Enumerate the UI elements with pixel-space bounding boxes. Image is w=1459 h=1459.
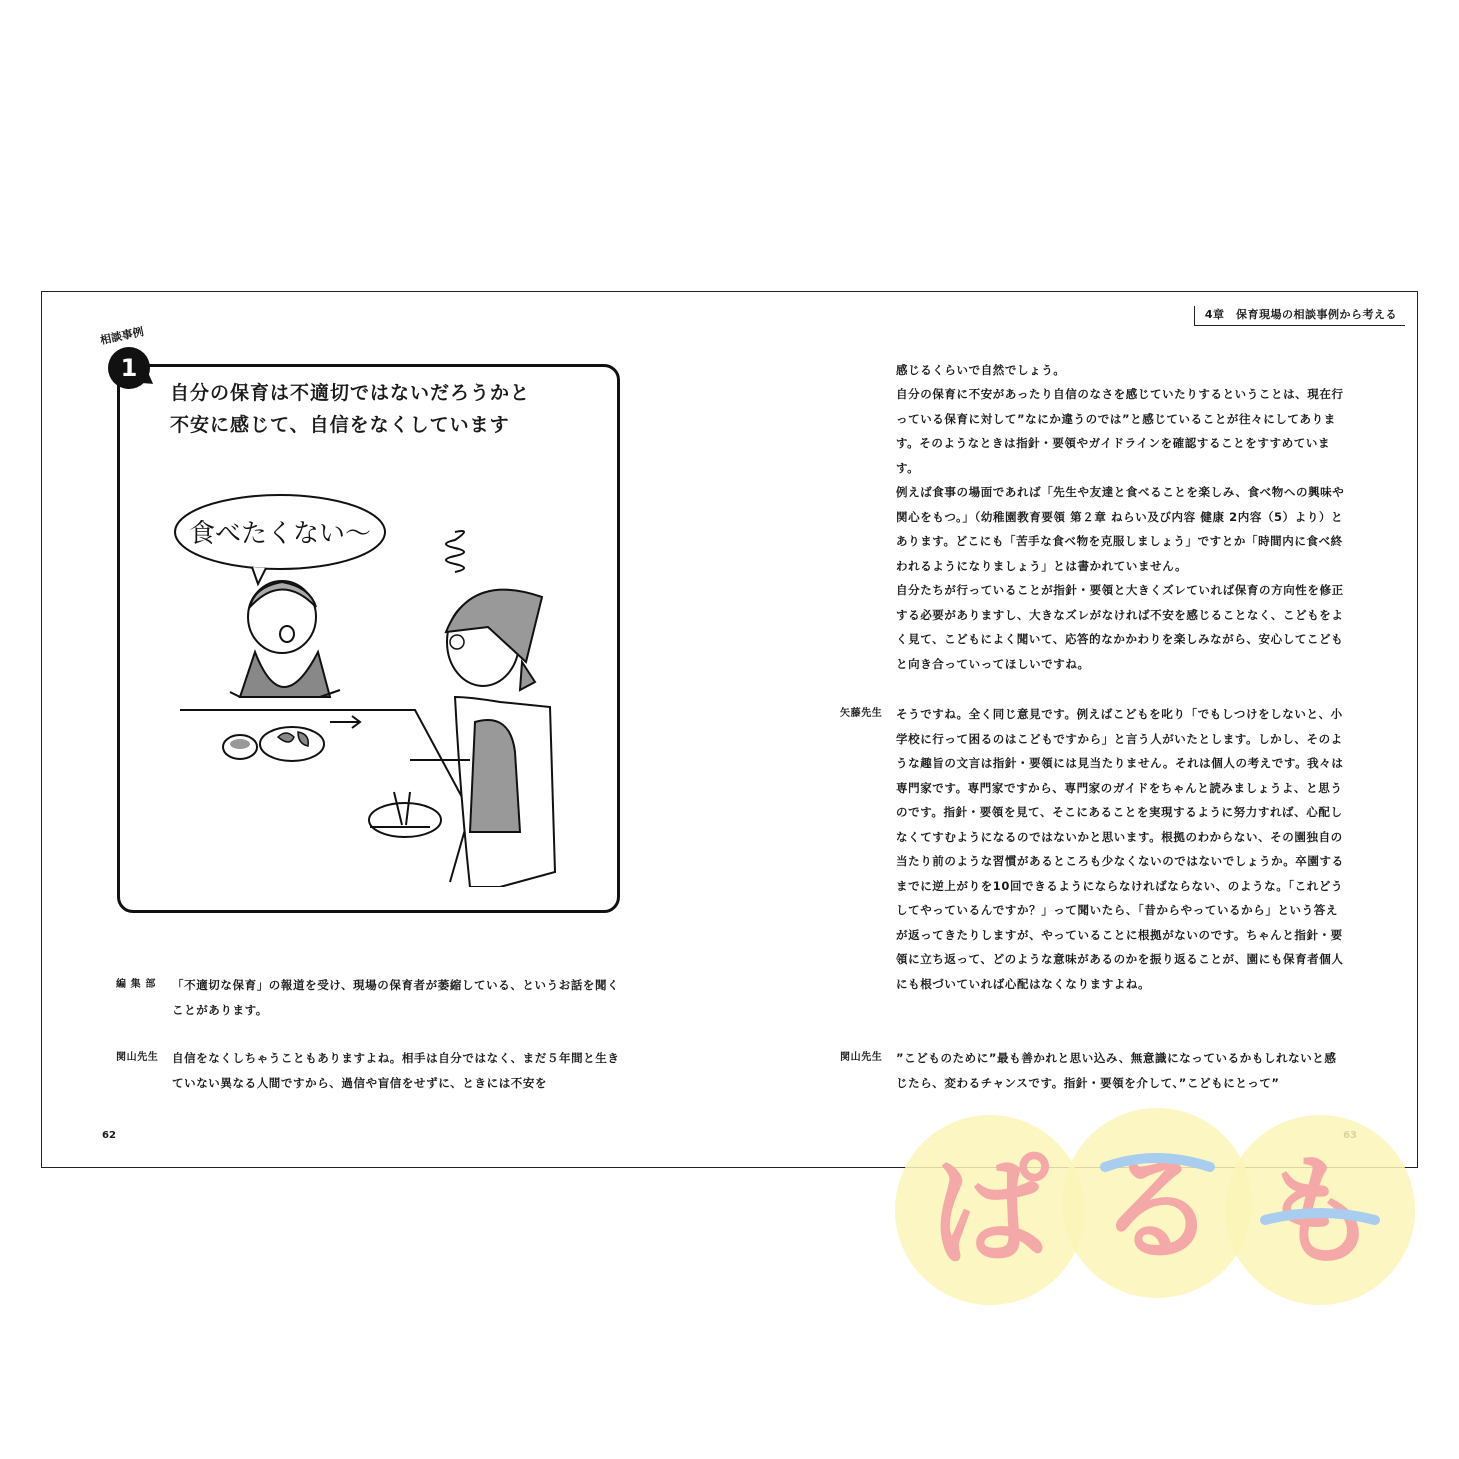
speaker-label: 関山先生 (840, 1052, 883, 1063)
case-illustration (170, 492, 590, 887)
case-title-line1: 自分の保育は不適切ではないだろうかと (170, 382, 531, 404)
dialogue-text: 自分たちが行っていることが指針・要領と大きくズレていれば保育の方向性を修正する必要がありますし、大きなズレがなければ不安を感じることなく、こどもをよく見て、こどもによく聞いて、応答的なかかわりを楽しみながら、安心してこどもと向き合っていってほしいですね。 (896, 583, 1344, 671)
dialogue-text: 自信をなくしちゃうこともありますよね。相手は自分ではなく、まだ５年間と生きていない異なる人間ですから、過信や盲信をせずに、ときには不安を (172, 1051, 620, 1090)
watermark-logo (895, 1105, 1415, 1315)
chapter-heading: 4章 保育現場の相談事例から考える (1194, 306, 1405, 326)
dialogue-block (840, 1046, 1348, 1095)
watermark-char-3: も (1260, 1143, 1380, 1282)
dialogue-text: ”こどものために”最も善かれと思い込み、無意識になっているかもしれないと感じたら、変わるチャンスです。指針・要領を介して、”こどもにとって” (896, 1051, 1337, 1090)
watermark-char-2: る (1097, 1140, 1217, 1279)
dialogue-block (840, 702, 1348, 996)
dialogue-text: 自分の保育に不安があったり自信のなさを感じていたりするということは、現在行っている保育に対して”なにか違うのでは”と感じていることが往々にしてあります。そのようなときは指針・要領やガイドラインを確認することをすすめています。 (896, 387, 1344, 475)
case-title-line2: 不安に感じて、自信をなくしています (170, 414, 510, 436)
dialogue-block (840, 382, 1348, 480)
speaker-label: 編 集 部 (116, 979, 156, 990)
book-spread (41, 291, 1418, 1168)
dialogue-block (116, 1046, 624, 1095)
dialogue-text: 感じるくらいで自然でしょう。 (896, 363, 1066, 377)
case-tag: 相談事例 (99, 325, 145, 348)
dialogue-text: 「不適切な保育」の報道を受け、現場の保育者が萎縮している、というお話を聞くことがあります。 (172, 978, 620, 1017)
dialogue-text: そうですね。全く同じ意見です。例えばこどもを叱り「でもしつけをしないと、小学校に行って困るのはこどもですから」と言う人がいたとします。しかし、そのような趣旨の文言は指針・要領には見当たりません。それは個人の考えです。我々は専門家です。専門家ですから、専門家のガイドをちゃんと読みましょうよ、と思うのです。指針・要領を見て、そこにあることを実現するように努力すれば、心配しなくてすむようになるのではないかと思います。根拠のわからない、その園独自の当たり前のような習慣があるところも少なくないのではないでしょうか。卒園するまでに逆上がりを10回できるようにならなければならない、のような。「これどうしてやっているんですか？」って聞いたら、「昔からやっているから」という答えが返ってきたりしますが、やっていることに根拠がないのです。ちゃんと指針・要領に立ち返って、どのような意味があるのかを振り返ることが、園にも保育者個人にも根づいていれば心配はなくなりますよね。 (896, 707, 1344, 991)
case-box (117, 364, 620, 913)
case-title (170, 377, 610, 441)
dialogue-block (840, 358, 1348, 383)
dialogue-text: 例えば食事の場面であれば「先生や友達と食べることを楽しみ、食べ物への興味や関心をもつ。」（幼稚園教育要領 第２章 ねらい及び内容 健康 2内容（5）より）とあります。どこにも「苦手な食べ物を克服しましょう」ですとか「時間内に食べ終われるようになりましょう」とは書かれていません。 (896, 485, 1345, 573)
dialogue-block (840, 578, 1348, 676)
dialogue-block (116, 973, 624, 1022)
dialogue-block (840, 480, 1348, 578)
watermark-char-1: ぱ (930, 1143, 1050, 1282)
speaker-label: 矢藤先生 (840, 708, 883, 719)
speech-text: 食べたくない〜 (188, 519, 372, 549)
case-number-badge: 1 (108, 347, 150, 389)
speaker-label: 関山先生 (116, 1052, 159, 1063)
page-number-left: 62 (102, 1130, 116, 1141)
